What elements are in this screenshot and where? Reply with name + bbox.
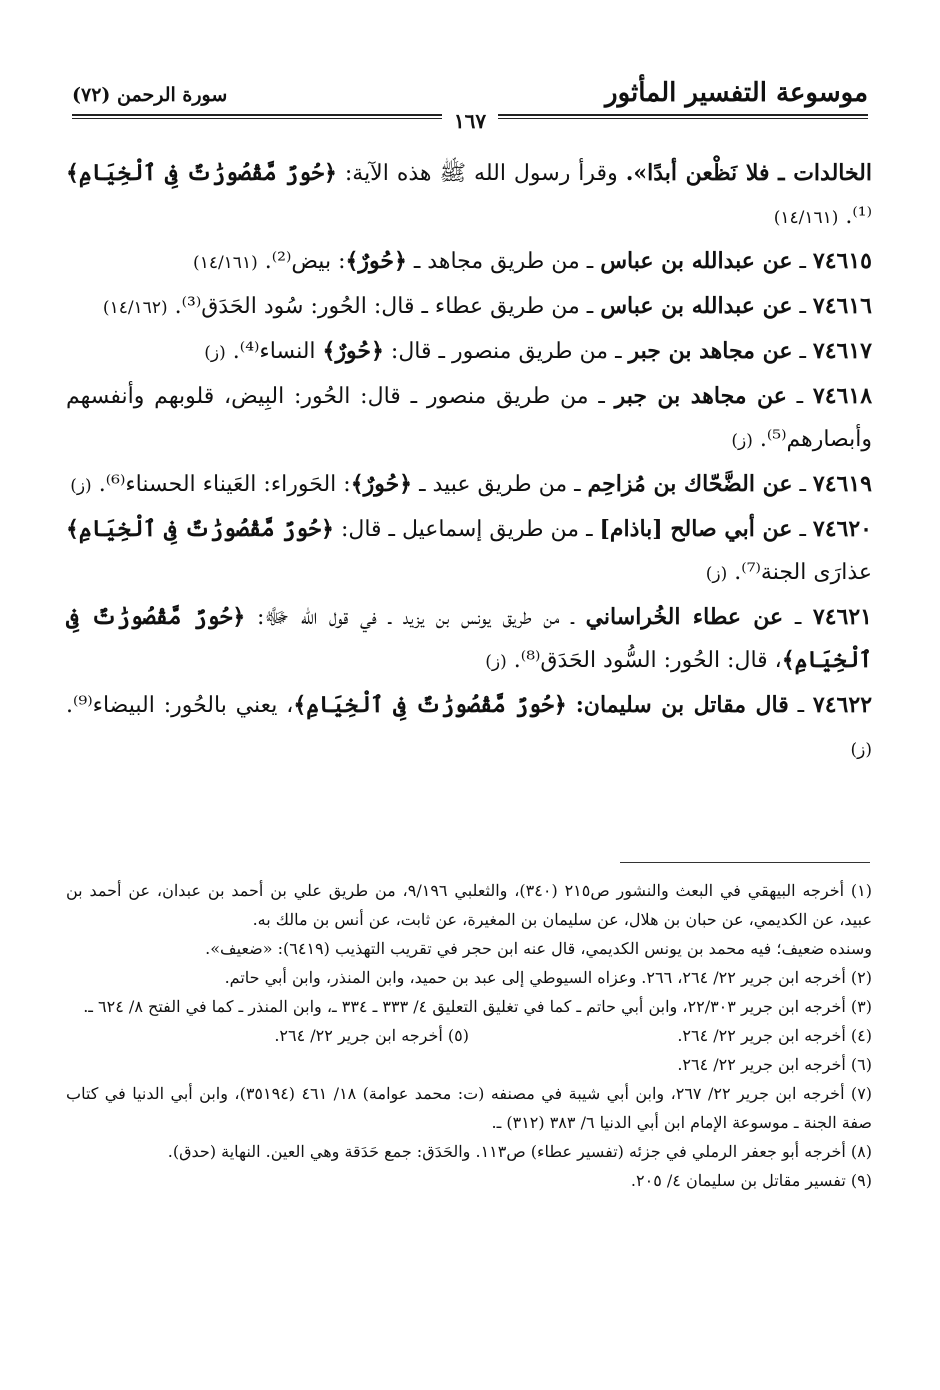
para-text: ـ من طريق إسماعيل ـ قال: [333,517,600,542]
page-number: ١٦٧ [442,109,498,133]
paragraph-5: ٧٤٦١٩ ـ عن الضَّحّاك بن مُزاحِم ـ من طريق عبيد ـ ﴿حُورٌ﴾: الحَوراء: العَيناء الحسناء⁽⁶⁾. (ز) [70,471,872,497]
paragraph-4: ٧٤٦١٨ ـ عن مجاهد بن جبر ـ من طريق منصور ـ قال: الحُور: البِيض، قلوبهم وأنفسهم وأبصارهم⁽⁵⁾. (ز) [66,383,873,452]
para-tail: ، قال: الحُور: السُّود الحَدَق⁽⁸⁾. [513,648,782,673]
para-tail: النساء⁽⁴⁾. [232,339,323,364]
footnote-4: (٤) أخرجه ابن جرير ٢٢/ ٢٦٤. [677,1026,872,1045]
footnotes [66,876,872,1195]
quran-verse: ﴿حُورٌ مَّقْصُورَٰتٌ فِى ٱلْخِيَامِ﴾ [66,160,337,186]
volume-ref: (١٤/١٦١) [193,253,258,273]
page-number-wrap [0,109,940,133]
para-text: ـ من طريق عبيد ـ [412,472,588,497]
quran-verse: ﴿حُورٌ﴾ [350,471,413,497]
para-lead: قال مقاتل بن سليمان: [575,692,789,718]
para-text: ـ من طريق منصور ـ قال: [383,339,629,364]
footnote-9: (٩) تفسير مقاتل بن سليمان ٤/ ٢٠٥. [630,1171,872,1190]
para-lead: عن عطاء الخُراساني [585,604,784,630]
entry-number: ٧٤٦١٧ [812,338,872,364]
entry-number: ٧٤٦١٥ [812,248,872,274]
volume-ref: (ز) [850,740,872,760]
entry-number: ٧٤٦٢٢ [812,692,873,718]
para-text [567,693,576,718]
para-tail: عذارَى الجنة⁽⁷⁾. [734,560,872,585]
book-title: موسوعة التفسير المأثور [605,78,868,108]
quran-verse: ﴿حُورٌ مَّقْصُورَٰتٌ فِى ٱلْخِيَامِ﴾ [66,604,872,673]
volume-ref: (ز) [485,652,507,672]
para-tail: : الحَوراء: العَيناء الحسناء⁽⁶⁾. [98,472,351,497]
entry-number: ٧٤٦١٨ [812,383,873,409]
entry-number: ٧٤٦٢٠ [812,516,872,542]
para-lead: الخالدات ـ فلا نَظْعن أبدًا». [625,160,872,186]
volume-ref: (ز) [70,476,92,496]
volume-ref: (ز) [705,564,728,584]
paragraph-2: ٧٤٦١٦ ـ عن عبدالله بن عباس ـ من طريق عطاء ـ قال: الحُور: سُود الحَدَق⁽³⁾. (١٤/١٦٢) [102,293,872,319]
footnote-7: (٧) أخرجه ابن جرير ٢٢/ ٢٦٧، وابن أبي شيبة في مصنفه (ت: محمد عوامة) ١٨/ ٤٦١ (٣٥١٩٤)، وابن أبي الدنيا في كتاب صفة الجنة ـ موسوعة الإمام ابن أبي الدنيا ٦/ ٣٨٣ (٣١٢) ـ. [66,1084,873,1132]
para-tail: ⁽¹⁾. [845,204,872,229]
footnote-3: (٣) أخرجه ابن جرير ٢٢/٣٠٣، وابن أبي حاتم ـ كما في تغليق التعليق ٤/ ٣٣٣ ـ ٣٣٤ ـ، وابن المنذر ـ كما في الفتح ٨/ ٦٢٤ ـ. [83,997,872,1016]
para-text: وقرأ رسول الله ﷺ هذه الآية: [336,161,626,186]
main-text [66,152,872,772]
paragraph-3: ٧٤٦١٧ ـ عن مجاهد بن جبر ـ من طريق منصور ـ قال: ﴿حُورٌ﴾ النساء⁽⁴⁾. (ز) [204,338,872,364]
para-lead: عن مجاهد بن جبر [614,383,787,409]
para-tail: ، يعني بالحُور: البيضاء⁽⁹⁾. [66,693,294,718]
para-lead: عن أبي صالح [باذام] [599,516,793,542]
entry-number: ٧٤٦١٦ [812,293,872,319]
para-lead: عن عبدالله بن عباس [600,293,793,319]
quran-verse: ﴿حُورٌ﴾ [345,248,407,274]
para-text: ـ من طريق يونس بن يزيد ـ في قول الله ﷻ: [245,605,586,630]
footnote-1: (١) أخرجه البيهقي في البعث والنشور ص٢١٥ (٣٤٠)، والثعلبي ٩/١٩٦، من طريق علي بن أحمد بن عبدان، عن أحمد بن عبيد، عن الكديمي، عن حبان بن هلال، عن سليمان بن المغيرة، عن ثابت، عن أنس بن مالك به. [66,881,873,929]
paragraph-7: ٧٤٦٢١ ـ عن عطاء الخُراساني ـ من طريق يونس بن يزيد ـ في قول الله ﷻ: ﴿حُورٌ مَّقْصُورَٰتٌ فِى ٱلْخِيَامِ﴾، قال: الحُور: السُّود الحَدَق⁽⁸⁾. (ز) [66,604,872,673]
para-text: ـ من طريق عطاء ـ قال: الحُور: سُود الحَدَق⁽³⁾. [174,294,601,319]
paragraph-1: ٧٤٦١٥ ـ عن عبدالله بن عباس ـ من طريق مجاهد ـ ﴿حُورٌ﴾: بيض⁽²⁾. (١٤/١٦١) [193,248,872,274]
volume-ref: (ز) [204,343,226,363]
quran-verse: ﴿حُورٌ﴾ [322,338,384,364]
footnote-1-note: وسنده ضعيف؛ فيه محمد بن يونس الكديمي، قال عنه ابن حجر في تقريب التهذيب (٦٤١٩): «ضعيف». [205,939,872,958]
footnote-row-4-5 [66,1021,872,1050]
quran-verse: ﴿حُورٌ مَّقْصُورَٰتٌ فِى ٱلْخِيَامِ﴾ [66,516,334,542]
volume-ref: (١٤/١٦٢) [102,298,168,318]
footnote-8: (٨) أخرجه أبو جعفر الرملي في جزئه (تفسير عطاء) ص١١٣. والحَدَق: جمع حَدَقة وهي العين. النهاية (حدق). [167,1142,872,1161]
entry-number: ٧٤٦١٩ [812,471,872,497]
surah-label: سورة الرحمن (٧٢) [72,84,228,106]
para-tail: : بيض⁽²⁾. [264,249,346,274]
paragraph-6: ٧٤٦٢٠ ـ عن أبي صالح [باذام] ـ من طريق إسماعيل ـ قال: ﴿حُورٌ مَّقْصُورَٰتٌ فِى ٱلْخِيَامِ﴾ عذارَى الجنة⁽⁷⁾. (ز) [66,516,872,585]
volume-ref: (١٤/١٦١) [773,208,839,228]
volume-ref: (ز) [731,431,753,451]
para-lead: عن مجاهد بن جبر [628,338,793,364]
footnote-5: (٥) أخرجه ابن جرير ٢٢/ ٢٦٤. [274,1026,469,1045]
para-text: ـ من طريق مجاهد ـ [406,249,601,274]
paragraph-8: ٧٤٦٢٢ ـ قال مقاتل بن سليمان: ﴿حُورٌ مَّقْصُورَٰتٌ فِى ٱلْخِيَامِ﴾، يعني بالحُور: البيضاء⁽⁹⁾. (ز) [66,692,873,760]
footnote-6: (٦) أخرجه ابن جرير ٢٢/ ٢٦٤. [677,1055,872,1074]
paragraph-0 [66,152,872,240]
para-lead: عن الضَّحّاك بن مُزاحِم [587,471,793,497]
footnote-2: (٢) أخرجه ابن جرير ٢٢/ ٢٦٤، ٢٦٦. وعزاه السيوطي إلى عبد بن حميد، وابن المنذر، وابن أبي حاتم. [224,968,872,987]
page-header [72,78,868,112]
footnote-divider [620,862,870,863]
entry-number: ٧٤٦٢١ [812,604,872,630]
para-lead: عن عبدالله بن عباس [600,248,793,274]
quran-verse: ﴿حُورٌ مَّقْصُورَٰتٌ فِى ٱلْخِيَامِ﴾ [293,692,567,718]
para-text: ـ من طريق منصور ـ قال: الحُور: البِيض، قلوبهم وأنفسهم وأبصارهم⁽⁵⁾. [66,384,872,452]
